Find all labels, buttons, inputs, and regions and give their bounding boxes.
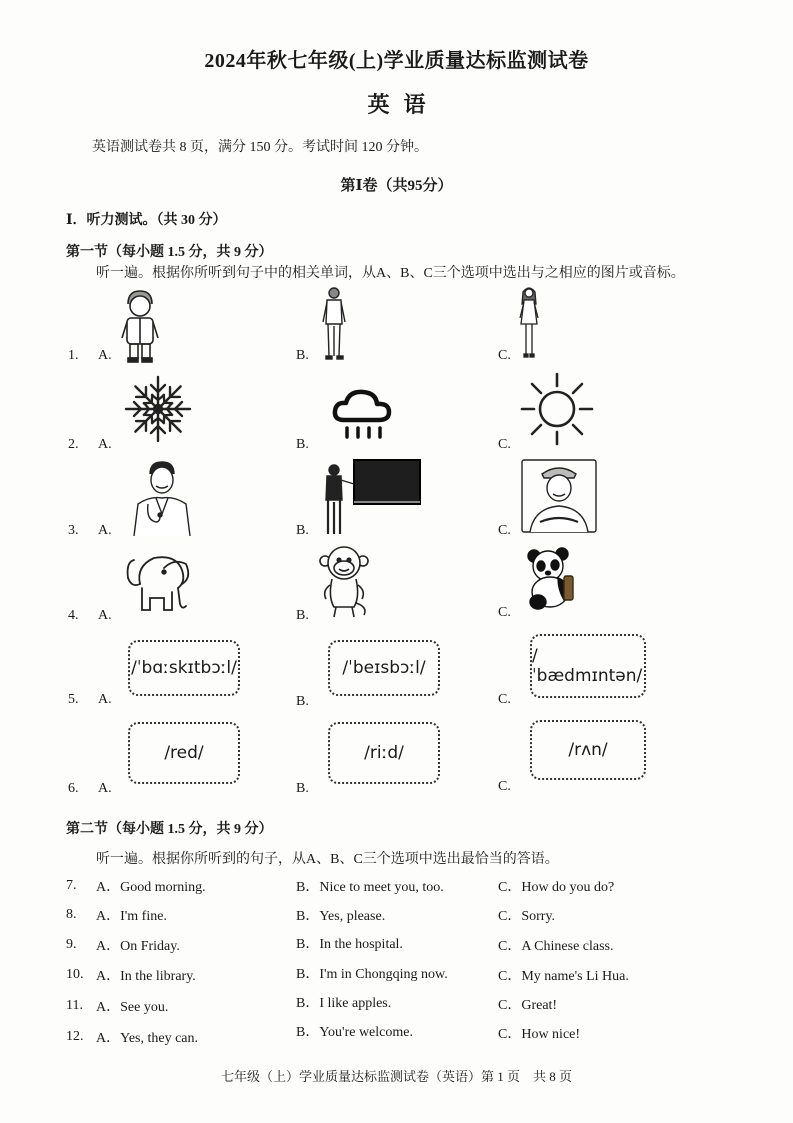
option-c: C．My name's Li Hua. — [498, 969, 629, 984]
section1-instruction: 听一遍。根据你所听到句子中的相关单词，从A、B、C三个选项中选出与之相应的图片或音标。 — [96, 266, 685, 281]
option-label-b: B. — [296, 781, 309, 796]
doctor-icon — [130, 460, 194, 536]
option-a: A．Yes, they can. — [96, 1031, 199, 1046]
option-b: B．I'm in Chongqing now. — [296, 967, 448, 982]
man-icon — [320, 286, 348, 362]
option-label-b: B. — [296, 694, 309, 709]
option-label-c: C. — [498, 692, 511, 707]
question-number: 8. — [66, 907, 77, 922]
option-b: B．I like apples. — [296, 996, 392, 1011]
option-c: C．How nice! — [498, 1027, 581, 1042]
section2-heading: 第二节（每小题 1.5 分，共 9 分） — [66, 822, 273, 837]
option-label-c: C. — [498, 605, 511, 620]
teacher-icon — [320, 456, 424, 536]
question-number: 2. — [68, 437, 79, 452]
boy-icon — [118, 288, 162, 364]
option-label-b: B. — [296, 523, 309, 538]
option-b: B．Nice to meet you, too. — [296, 880, 444, 895]
subject-title: 英语 — [367, 92, 440, 117]
sun-icon — [520, 372, 594, 446]
exam-intro: 英语测试卷共 8 页，满分 150 分。考试时间 120 分钟。 — [92, 140, 428, 155]
option-c: C．Great! — [498, 998, 558, 1013]
option-a: A．In the library. — [96, 969, 196, 984]
option-label-c: C. — [498, 348, 511, 363]
option-b: B．Yes, please. — [296, 909, 386, 924]
option-label-a: A. — [98, 692, 112, 707]
option-a: A．Good morning. — [96, 880, 206, 895]
question-number: 4. — [68, 608, 79, 623]
phonetic-box-b: /ˈbeɪsbɔːl/ — [328, 640, 440, 696]
option-b: B．In the hospital. — [296, 937, 403, 952]
monkey-icon — [318, 545, 370, 619]
question-number: 7. — [66, 878, 77, 893]
option-label-b: B. — [296, 437, 309, 452]
question-number: 12. — [66, 1029, 84, 1044]
option-a: A．On Friday. — [96, 939, 180, 954]
question-number: 9. — [66, 937, 77, 952]
driver-icon — [520, 458, 598, 534]
option-a: A．I'm fine. — [96, 909, 167, 924]
option-label-c: C. — [498, 523, 511, 538]
elephant-icon — [124, 548, 192, 616]
question-number: 6. — [68, 781, 79, 796]
option-label-a: A. — [98, 437, 112, 452]
listening-heading: Ⅰ．听力测试。（共 30 分） — [66, 213, 227, 228]
option-label-c: C. — [498, 779, 511, 794]
option-label-a: A. — [98, 523, 112, 538]
snowflake-icon — [123, 374, 193, 444]
section1-heading: 第一节（每小题 1.5 分，共 9 分） — [66, 245, 273, 260]
option-label-a: A. — [98, 608, 112, 623]
phonetic-box-b: /riːd/ — [328, 722, 440, 784]
option-c: C．How do you do? — [498, 880, 615, 895]
option-b: B．You're welcome. — [296, 1025, 413, 1040]
question-number: 11. — [66, 998, 83, 1013]
option-a: A．See you. — [96, 1000, 169, 1015]
phonetic-box-a: /red/ — [128, 722, 240, 784]
option-label-c: C. — [498, 437, 511, 452]
question-number: 10. — [66, 967, 84, 982]
phonetic-box-c: /ˈbædmɪntən/ — [530, 634, 646, 698]
option-label-b: B. — [296, 348, 309, 363]
option-label-b: B. — [296, 608, 309, 623]
question-number: 5. — [68, 692, 79, 707]
phonetic-box-a: /ˈbɑːskɪtbɔːl/ — [128, 640, 240, 696]
section2-instruction: 听一遍。根据你所听到的句子，从A、B、C三个选项中选出最恰当的答语。 — [96, 852, 559, 867]
option-c: C．Sorry. — [498, 909, 556, 924]
exam-title: 2024年秋七年级(上)学业质量达标监测试卷 — [204, 50, 589, 72]
option-label-a: A. — [98, 781, 112, 796]
woman-icon — [516, 284, 542, 360]
page-footer: 七年级（上）学业质量达标监测试卷（英语）第 1 页 共 8 页 — [220, 1069, 572, 1084]
phonetic-box-c: /rʌn/ — [530, 720, 646, 780]
question-number: 1. — [68, 348, 79, 363]
option-c: C．A Chinese class. — [498, 939, 614, 954]
rain-cloud-icon — [332, 388, 392, 440]
panda-icon — [524, 546, 582, 610]
part-heading: 第Ⅰ卷（共95分） — [340, 178, 453, 194]
option-label-a: A. — [98, 348, 112, 363]
question-number: 3. — [68, 523, 79, 538]
